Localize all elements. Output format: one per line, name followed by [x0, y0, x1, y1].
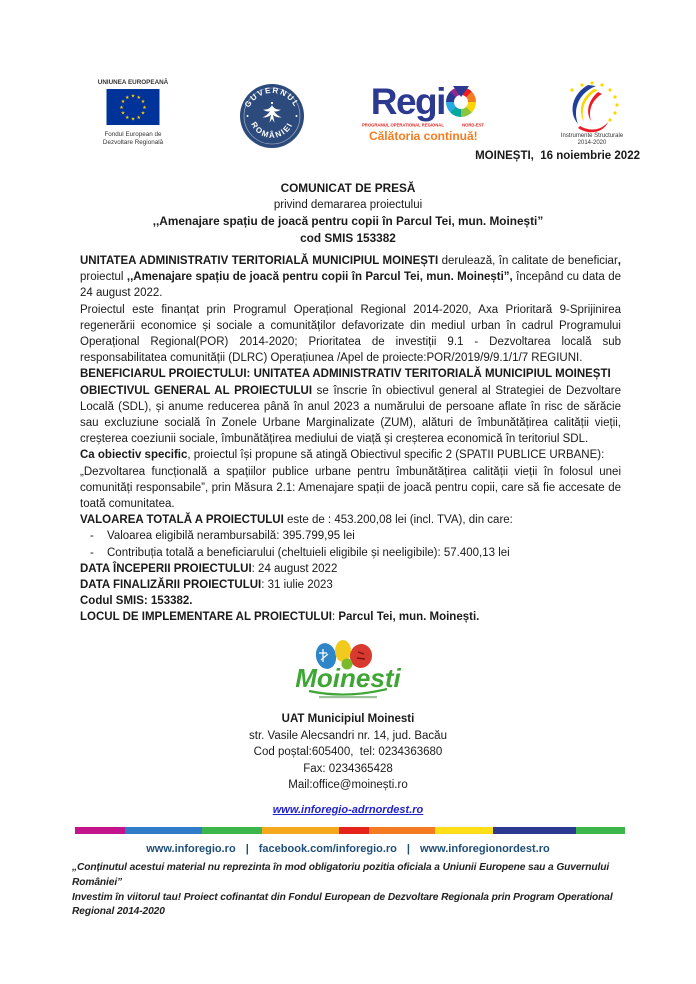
inforegio-adrnordest-link[interactable]: www.inforegio-adrnordest.ro: [272, 804, 424, 816]
svg-text:★: ★: [119, 104, 124, 111]
stripe-segment: [369, 827, 435, 834]
title-line-1: COMUNICAT DE PRESĂ: [280, 181, 416, 195]
list-item: - Contribuția totală a beneficiarului (cheltuieli eligibile și neeligibile): 57.400,13 lei: [80, 545, 621, 561]
body-text: [80, 253, 621, 626]
stripe-segment: [202, 827, 263, 834]
svg-text:★: ★: [130, 93, 136, 100]
svg-text:★: ★: [124, 94, 130, 101]
paragraph: UNITATEA ADMINISTRATIV TERITORIALĂ MUNICIPIUL MOINEȘTI derulează, în calitate de beneficiar, proiectul ,,Amenajare spațiu de joacă pentru copii în Parcul Tei, mun. Moinești”, începând cu data de 24 august 2022.: [80, 255, 622, 300]
disclaimer-line-1: „Conținutul acestui material nu reprezinta în mod obligatoriu pozitia oficiala a Uniunii Europene sau a Guvernului României”: [72, 862, 610, 888]
svg-text:★: ★: [142, 104, 147, 111]
footer-link[interactable]: facebook.com/inforegio.ro: [258, 843, 397, 855]
paragraph: VALOAREA TOTALĂ A PROIECTULUI este de : 453.200,08 lei (incl. TVA), din care:: [80, 514, 513, 527]
svg-text:★: ★: [136, 94, 142, 101]
gov-arc-top: GUVERNUL: [242, 85, 301, 110]
paragraph: DATA FINALIZĂRII PROIECTULUI: 31 iulie 2023: [80, 579, 333, 592]
eu-logo: [85, 76, 181, 153]
paragraph: OBIECTIVUL GENERAL AL PROIECTULUI se înscrie în obiectivul general al Strategiei de Dezvoltare Locală (SDL), și anume reducerea până în anul 2023 a numărului de persoane aflate în risc de sărăcie sau excluziune socială în Zonele Urbane Marginalizate (ZUM), alături de îmbunătățirea calității vieții, creșterea coeziunii sociale, îmbunătățirea mediului de viață și creșterea economică în teritoriul SDL.: [80, 384, 621, 446]
disclaimer-line-2: Investim în viitorul tau! Proiect cofinantat din Fondul European de Dezvoltare Regionala prin Program Operational Regional 2014-2020: [72, 891, 613, 918]
svg-text:★: ★: [140, 99, 146, 106]
title-line-4: cod SMIS 153382: [300, 230, 396, 245]
footer-link[interactable]: www.inforegio.ro: [146, 843, 236, 855]
moinesti-blob-yellow-icon: [335, 640, 351, 662]
paragraph: LOCUL DE IMPLEMENTARE AL PROIECTULUI: Parcul Tei, mun. Moinești.: [80, 611, 480, 624]
regio-tagline: Călătoria continuă!: [368, 129, 478, 143]
regio-logo: [362, 81, 485, 143]
stripe-segment: [435, 827, 493, 834]
regio-sub-right: NORD-EST: [462, 122, 485, 128]
paragraph: „Dezvoltarea funcțională a spațiilor publice urbane pentru îmbunătățirea calității vieții în folosul unei comunități responsabile”, prin Măsura 2.1: Amenajare spații de joacă pentru copii, care să fie accesate de toată comunitatea.: [80, 465, 621, 511]
stripe-segment: [576, 827, 626, 834]
stripe-segment: [493, 827, 576, 834]
org-postal-tel: Cod poștal:605400, tel: 0234363680: [253, 746, 443, 758]
regio-subtext: [362, 121, 484, 128]
regio-wordmark: Regi: [370, 81, 445, 122]
org-name: UAT Municipiul Moinesti: [281, 713, 415, 725]
dateline: MOINEȘTI, 16 noiembrie 2022: [475, 150, 640, 162]
footer-links: [0, 843, 696, 855]
eu-subtitle-2: Dezvoltare Regională: [102, 139, 164, 146]
list-dash: -: [90, 530, 94, 543]
list-item: - Valoarea eligibilă nerambursabilă: 395.799,95 lei: [80, 528, 621, 544]
svg-text:★: ★: [120, 99, 126, 106]
org-fax: Fax: 0234365428: [303, 762, 393, 775]
stripe-segment: [125, 827, 202, 834]
instruments-logo: [542, 80, 642, 148]
contact-block: [0, 711, 696, 794]
paragraph: Ca obiectiv specific, proiectul își propune să atingă Obiectivul specific 2 (SPATII PUBLICE URBANE):: [80, 449, 605, 462]
regio-notch-icon: [453, 86, 469, 97]
list-dash: -: [90, 546, 94, 559]
moinesti-wordmark: Moinesti: [295, 663, 401, 693]
is-line2: 2014-2020: [577, 140, 607, 146]
svg-text:★: ★: [136, 114, 142, 121]
regio-sub-left: PROGRAMUL OPERATIONAL REGIONAL: [362, 122, 445, 128]
header-logos: [85, 76, 642, 153]
gov-arc-bottom: ROMÂNIEI: [248, 120, 295, 140]
stripe-segment: [262, 827, 339, 834]
gov-logo: [239, 83, 305, 149]
paragraph: BENEFICIARUL PROIECTULUI: UNITATEA ADMINISTRATIV TERITORIALĂ MUNICIPIUL MOINEȘTI: [80, 368, 611, 381]
footer-link-separator: |: [245, 843, 249, 855]
moinesti-logo-wrap: [0, 640, 696, 709]
title-line-2: privind demararea proiectului: [273, 198, 423, 211]
moinesti-logo: [283, 640, 413, 704]
paragraph: DATA ÎNCEPERII PROIECTULUI: 24 august 2022: [80, 562, 338, 575]
regio-wheel-icon: [446, 87, 476, 117]
footer-disclaimer: [72, 861, 628, 920]
title-line-3: ,,Amenajare spațiu de joacă pentru copii în Parcul Tei, mun. Moinești”: [152, 214, 544, 228]
eu-title: UNIUNEA EUROPEANĂ: [97, 79, 169, 86]
is-line1: Instrumente Structurale: [560, 133, 624, 139]
footer-link-separator: |: [406, 843, 410, 855]
stripe-segment: [339, 827, 369, 834]
svg-text:★: ★: [125, 114, 130, 121]
footer-link[interactable]: www.inforegionordest.ro: [419, 843, 550, 855]
org-mail: Mail:office@moinești.ro: [288, 779, 408, 791]
svg-text:★: ★: [130, 116, 136, 123]
is-swoosh-red-icon: [588, 92, 602, 121]
rainbow-stripe: [75, 827, 625, 834]
org-address: str. Vasile Alecsandri nr. 14, jud. Bacău: [249, 729, 447, 742]
paragraph: Proiectul este finanțat prin Programul Operațional Regional 2014-2020, Axa Prioritară 9-Sprijinirea regenerării economice și sociale a comunităților defavorizate din mediul urban în cadrul Programului Operațional Regional(POR) 2014-2020; Prioritatea de investiții 9.1 - Dezvoltarea locală sub responsabilitatea comunității (DLRC) Operațiunea /Apel de proiecte:POR/2019/9/9.1/1/7 REGIUNI.: [80, 303, 621, 365]
svg-text:★: ★: [140, 110, 146, 117]
svg-text:★: ★: [120, 110, 126, 117]
is-swoosh-red2-icon: [578, 122, 608, 132]
paragraph: Codul SMIS: 153382.: [80, 595, 193, 608]
eu-subtitle-1: Fondul European de: [104, 131, 162, 138]
stripe-segment: [75, 827, 125, 834]
press-release-title: [0, 180, 696, 246]
moinesti-tagline-strip: [319, 696, 377, 698]
